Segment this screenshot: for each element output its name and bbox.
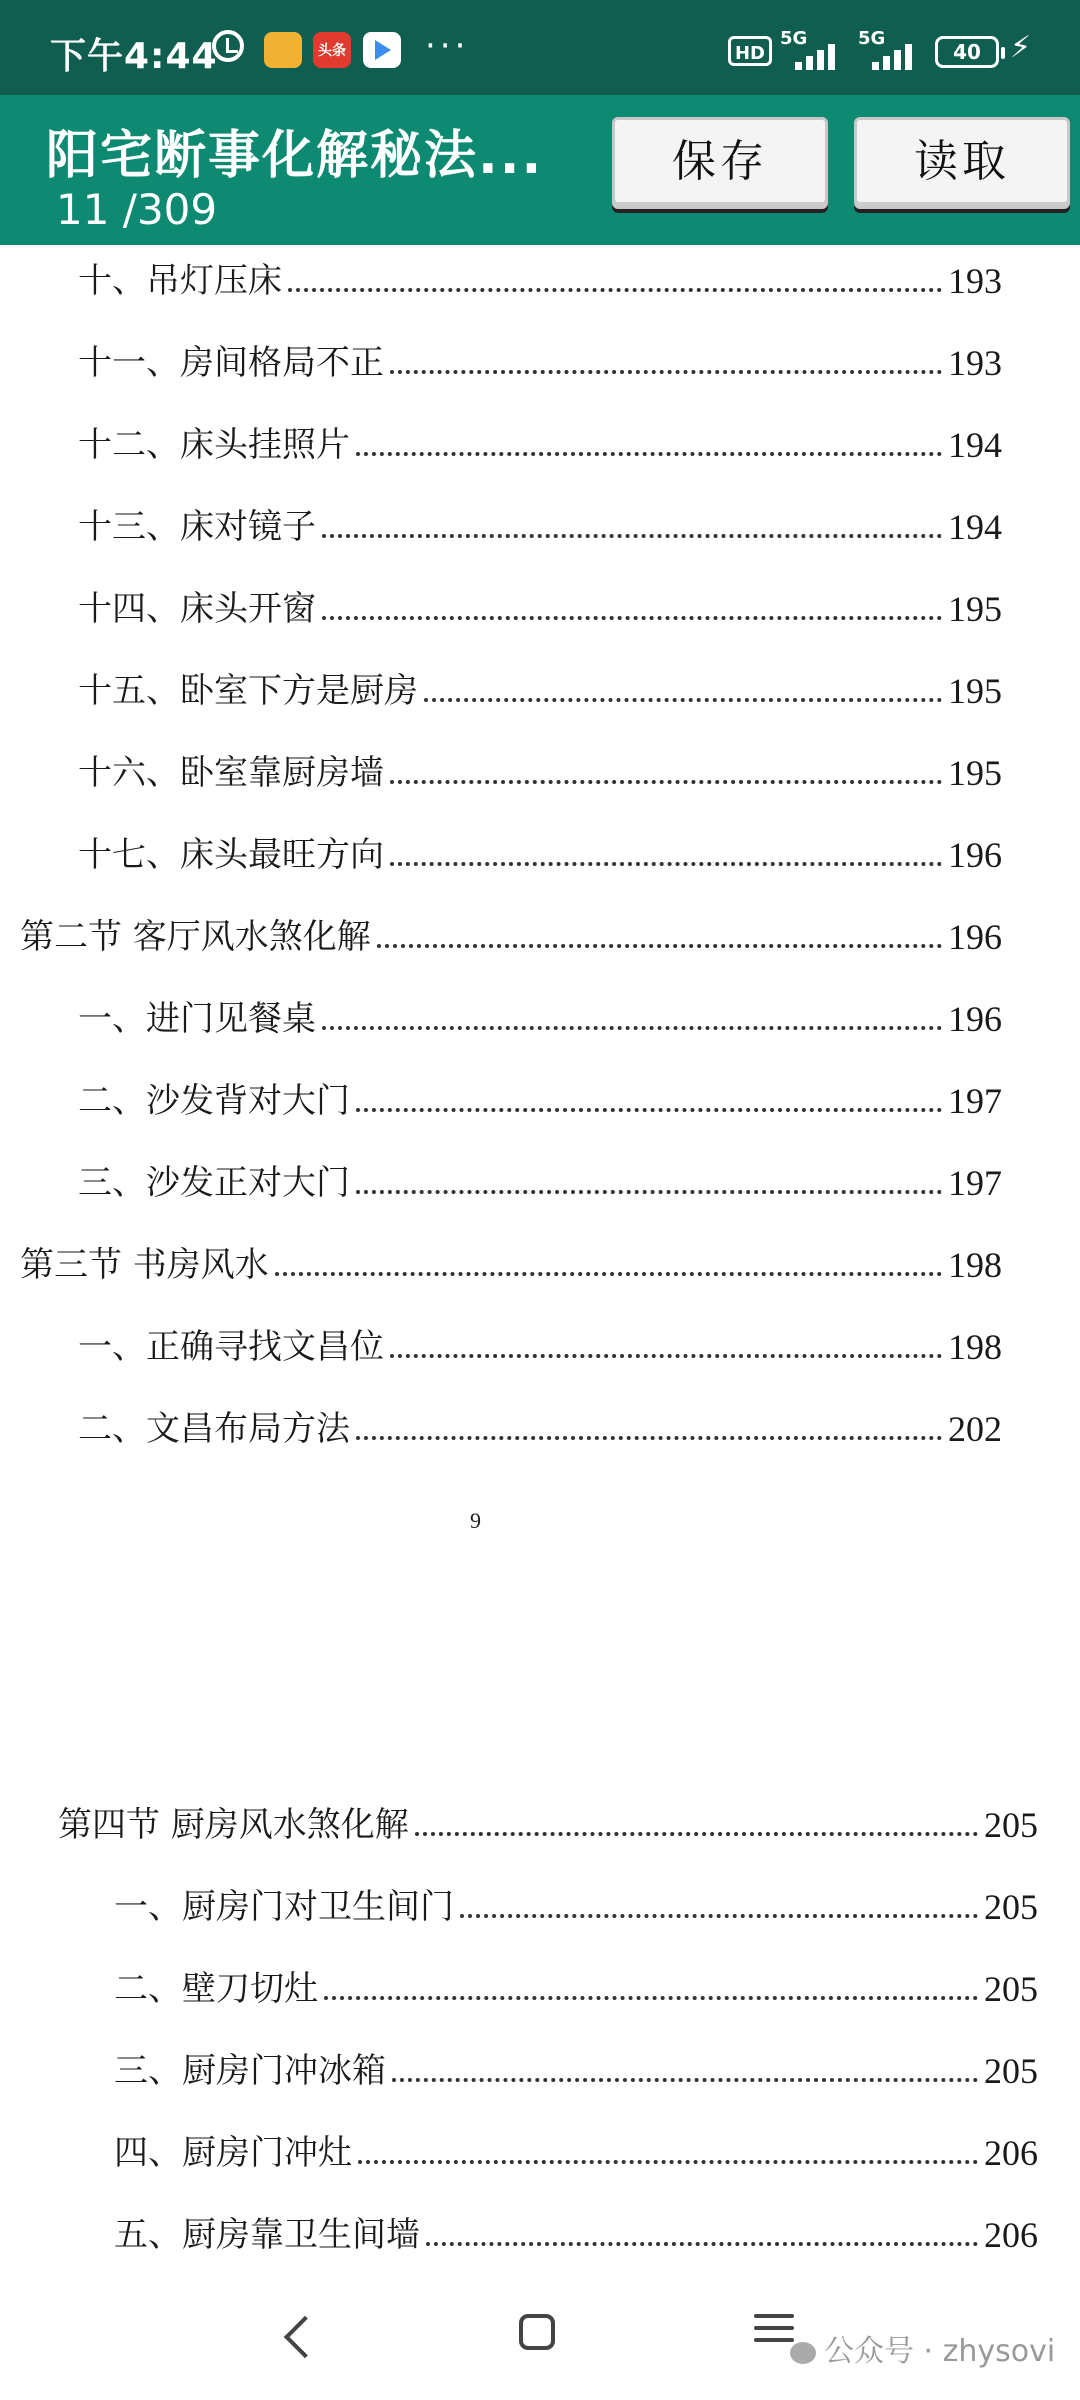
toc-section-entry[interactable]: [58, 1796, 1038, 1846]
page-indicator: 11 /309: [56, 185, 218, 234]
toc-entry[interactable]: [78, 1154, 1002, 1204]
toc-entry-page: 196: [948, 917, 1002, 957]
toc-entry[interactable]: [78, 252, 1002, 302]
load-button[interactable]: 读取: [854, 117, 1070, 209]
toc-entry[interactable]: [78, 580, 1002, 630]
leader-dots: [392, 2078, 978, 2082]
toc-entry-page: 195: [948, 589, 1002, 629]
leader-dots: [390, 1354, 942, 1358]
toc-entry-label: 一、正确寻找文昌位: [78, 1327, 384, 1367]
app-notification-icon: [264, 32, 302, 68]
recents-menu-icon[interactable]: [754, 2314, 794, 2350]
toc-entry-page: 205: [984, 2051, 1038, 2091]
toc-entry-label: 十四、床头开窗: [78, 589, 316, 629]
toc-entry-label: 一、厨房门对卫生间门: [114, 1887, 454, 1927]
toc-entry-page: 205: [984, 1805, 1038, 1845]
leader-dots: [288, 288, 942, 292]
leader-dots: [415, 1832, 978, 1836]
toc-entry[interactable]: [114, 2124, 1038, 2174]
toc-entry-page: 195: [948, 753, 1002, 793]
clock: 下午4:44: [50, 36, 218, 77]
leader-dots: [275, 1272, 942, 1276]
status-bar: [0, 0, 1080, 95]
toc-entry[interactable]: [78, 1400, 1002, 1450]
charging-icon: ⚡: [1010, 30, 1032, 65]
toc-entry-label: 十一、房间格局不正: [78, 343, 384, 383]
toc-entry-page: 197: [948, 1163, 1002, 1203]
toc-entry-page: 196: [948, 835, 1002, 875]
leader-dots: [460, 1914, 978, 1918]
back-icon[interactable]: [284, 2316, 326, 2358]
toc-entry-label: 二、壁刀切灶: [114, 1969, 318, 2009]
toc-entry-label: 十七、床头最旺方向: [78, 835, 384, 875]
leader-dots: [324, 1996, 978, 2000]
toc-entry-page: 205: [984, 1887, 1038, 1927]
toc-entry[interactable]: [114, 1878, 1038, 1928]
toc-entry-page: 193: [948, 343, 1002, 383]
toc-entry[interactable]: [78, 334, 1002, 384]
toc-entry-page: 195: [948, 671, 1002, 711]
toc-entry-label: 十六、卧室靠厨房墙: [78, 753, 384, 793]
toc-entry-page: 193: [948, 261, 1002, 301]
toc-entry-label: 三、沙发正对大门: [78, 1163, 350, 1203]
leader-dots: [356, 1190, 942, 1194]
leader-dots: [390, 780, 942, 784]
toc-entry-label: 十、吊灯压床: [78, 261, 282, 301]
leader-dots: [424, 698, 942, 702]
page-footer-number: 9: [470, 1508, 481, 1533]
save-button[interactable]: 保存: [612, 117, 828, 209]
toc-entry[interactable]: [114, 1960, 1038, 2010]
toc-entry-label: 三、厨房门冲冰箱: [114, 2051, 386, 2091]
toc-entry[interactable]: [78, 1318, 1002, 1368]
toc-entry[interactable]: [78, 744, 1002, 794]
wechat-icon: [790, 2342, 816, 2364]
toc-entry-label: 四、厨房门冲灶: [114, 2133, 352, 2173]
toc-section-entry[interactable]: [20, 908, 1002, 958]
toc-entry-label: 十三、床对镜子: [78, 507, 316, 547]
app-header: [0, 95, 1080, 245]
toc-entry-page: 194: [948, 425, 1002, 465]
toc-entry[interactable]: [78, 1072, 1002, 1122]
toc-entry-page: 206: [984, 2133, 1038, 2173]
toc-entry[interactable]: [78, 498, 1002, 548]
toc-entry-label: 十五、卧室下方是厨房: [78, 671, 418, 711]
toc-entry-label: 二、沙发背对大门: [78, 1081, 350, 1121]
leader-dots: [358, 2160, 978, 2164]
toc-entry-page: 198: [948, 1245, 1002, 1285]
toc-entry-page: 196: [948, 999, 1002, 1039]
hd-voice-icon: HD: [728, 36, 772, 66]
leader-dots: [322, 534, 942, 538]
toc-entry[interactable]: [78, 416, 1002, 466]
battery-icon: 40: [935, 36, 999, 68]
toc-entry[interactable]: [78, 826, 1002, 876]
toc-entry-page: 194: [948, 507, 1002, 547]
alarm-icon: [212, 30, 244, 62]
toc-section-entry[interactable]: [20, 1236, 1002, 1286]
document-title: 阳宅断事化解秘法...: [46, 126, 544, 186]
toc-entry-label: 十二、床头挂照片: [78, 425, 350, 465]
more-notifications-icon: ···: [425, 26, 470, 66]
toc-entry-page: 197: [948, 1081, 1002, 1121]
toc-entry[interactable]: [78, 990, 1002, 1040]
toc-entry-page: 202: [948, 1409, 1002, 1449]
toc-entry[interactable]: [114, 2042, 1038, 2092]
signal-icon-1: [795, 40, 845, 70]
toc-entry-label: 五、厨房靠卫生间墙: [114, 2215, 420, 2255]
toc-entry-page: 198: [948, 1327, 1002, 1367]
watermark: [790, 2326, 1055, 2370]
play-store-notification-icon: [363, 32, 401, 68]
toc-entry[interactable]: [78, 662, 1002, 712]
leader-dots: [426, 2242, 978, 2246]
toc-entry-page: 205: [984, 1969, 1038, 2009]
network-type-1: 5G: [780, 28, 808, 49]
toc-entry-label: 二、文昌布局方法: [78, 1409, 350, 1449]
leader-dots: [356, 1436, 942, 1440]
leader-dots: [377, 944, 942, 948]
toc-entry-label: 一、进门见餐桌: [78, 999, 316, 1039]
toc-entry-page: 206: [984, 2215, 1038, 2255]
leader-dots: [390, 862, 942, 866]
toc-entry-label: 第三节 书房风水: [20, 1245, 269, 1285]
signal-icon-2: [872, 40, 922, 70]
leader-dots: [356, 452, 942, 456]
leader-dots: [356, 1108, 942, 1112]
watermark-text: 公众号 · zhysovi: [824, 2334, 1056, 2369]
toc-entry-label: 第四节 厨房风水煞化解: [58, 1805, 409, 1845]
leader-dots: [322, 616, 942, 620]
network-type-2: 5G: [858, 28, 886, 49]
home-icon[interactable]: [519, 2314, 555, 2350]
leader-dots: [322, 1026, 942, 1030]
toc-entry-label: 第二节 客厅风水煞化解: [20, 917, 371, 957]
toc-entry[interactable]: [114, 2206, 1038, 2256]
leader-dots: [390, 370, 942, 374]
toutiao-notification-icon: 头条: [313, 32, 351, 68]
